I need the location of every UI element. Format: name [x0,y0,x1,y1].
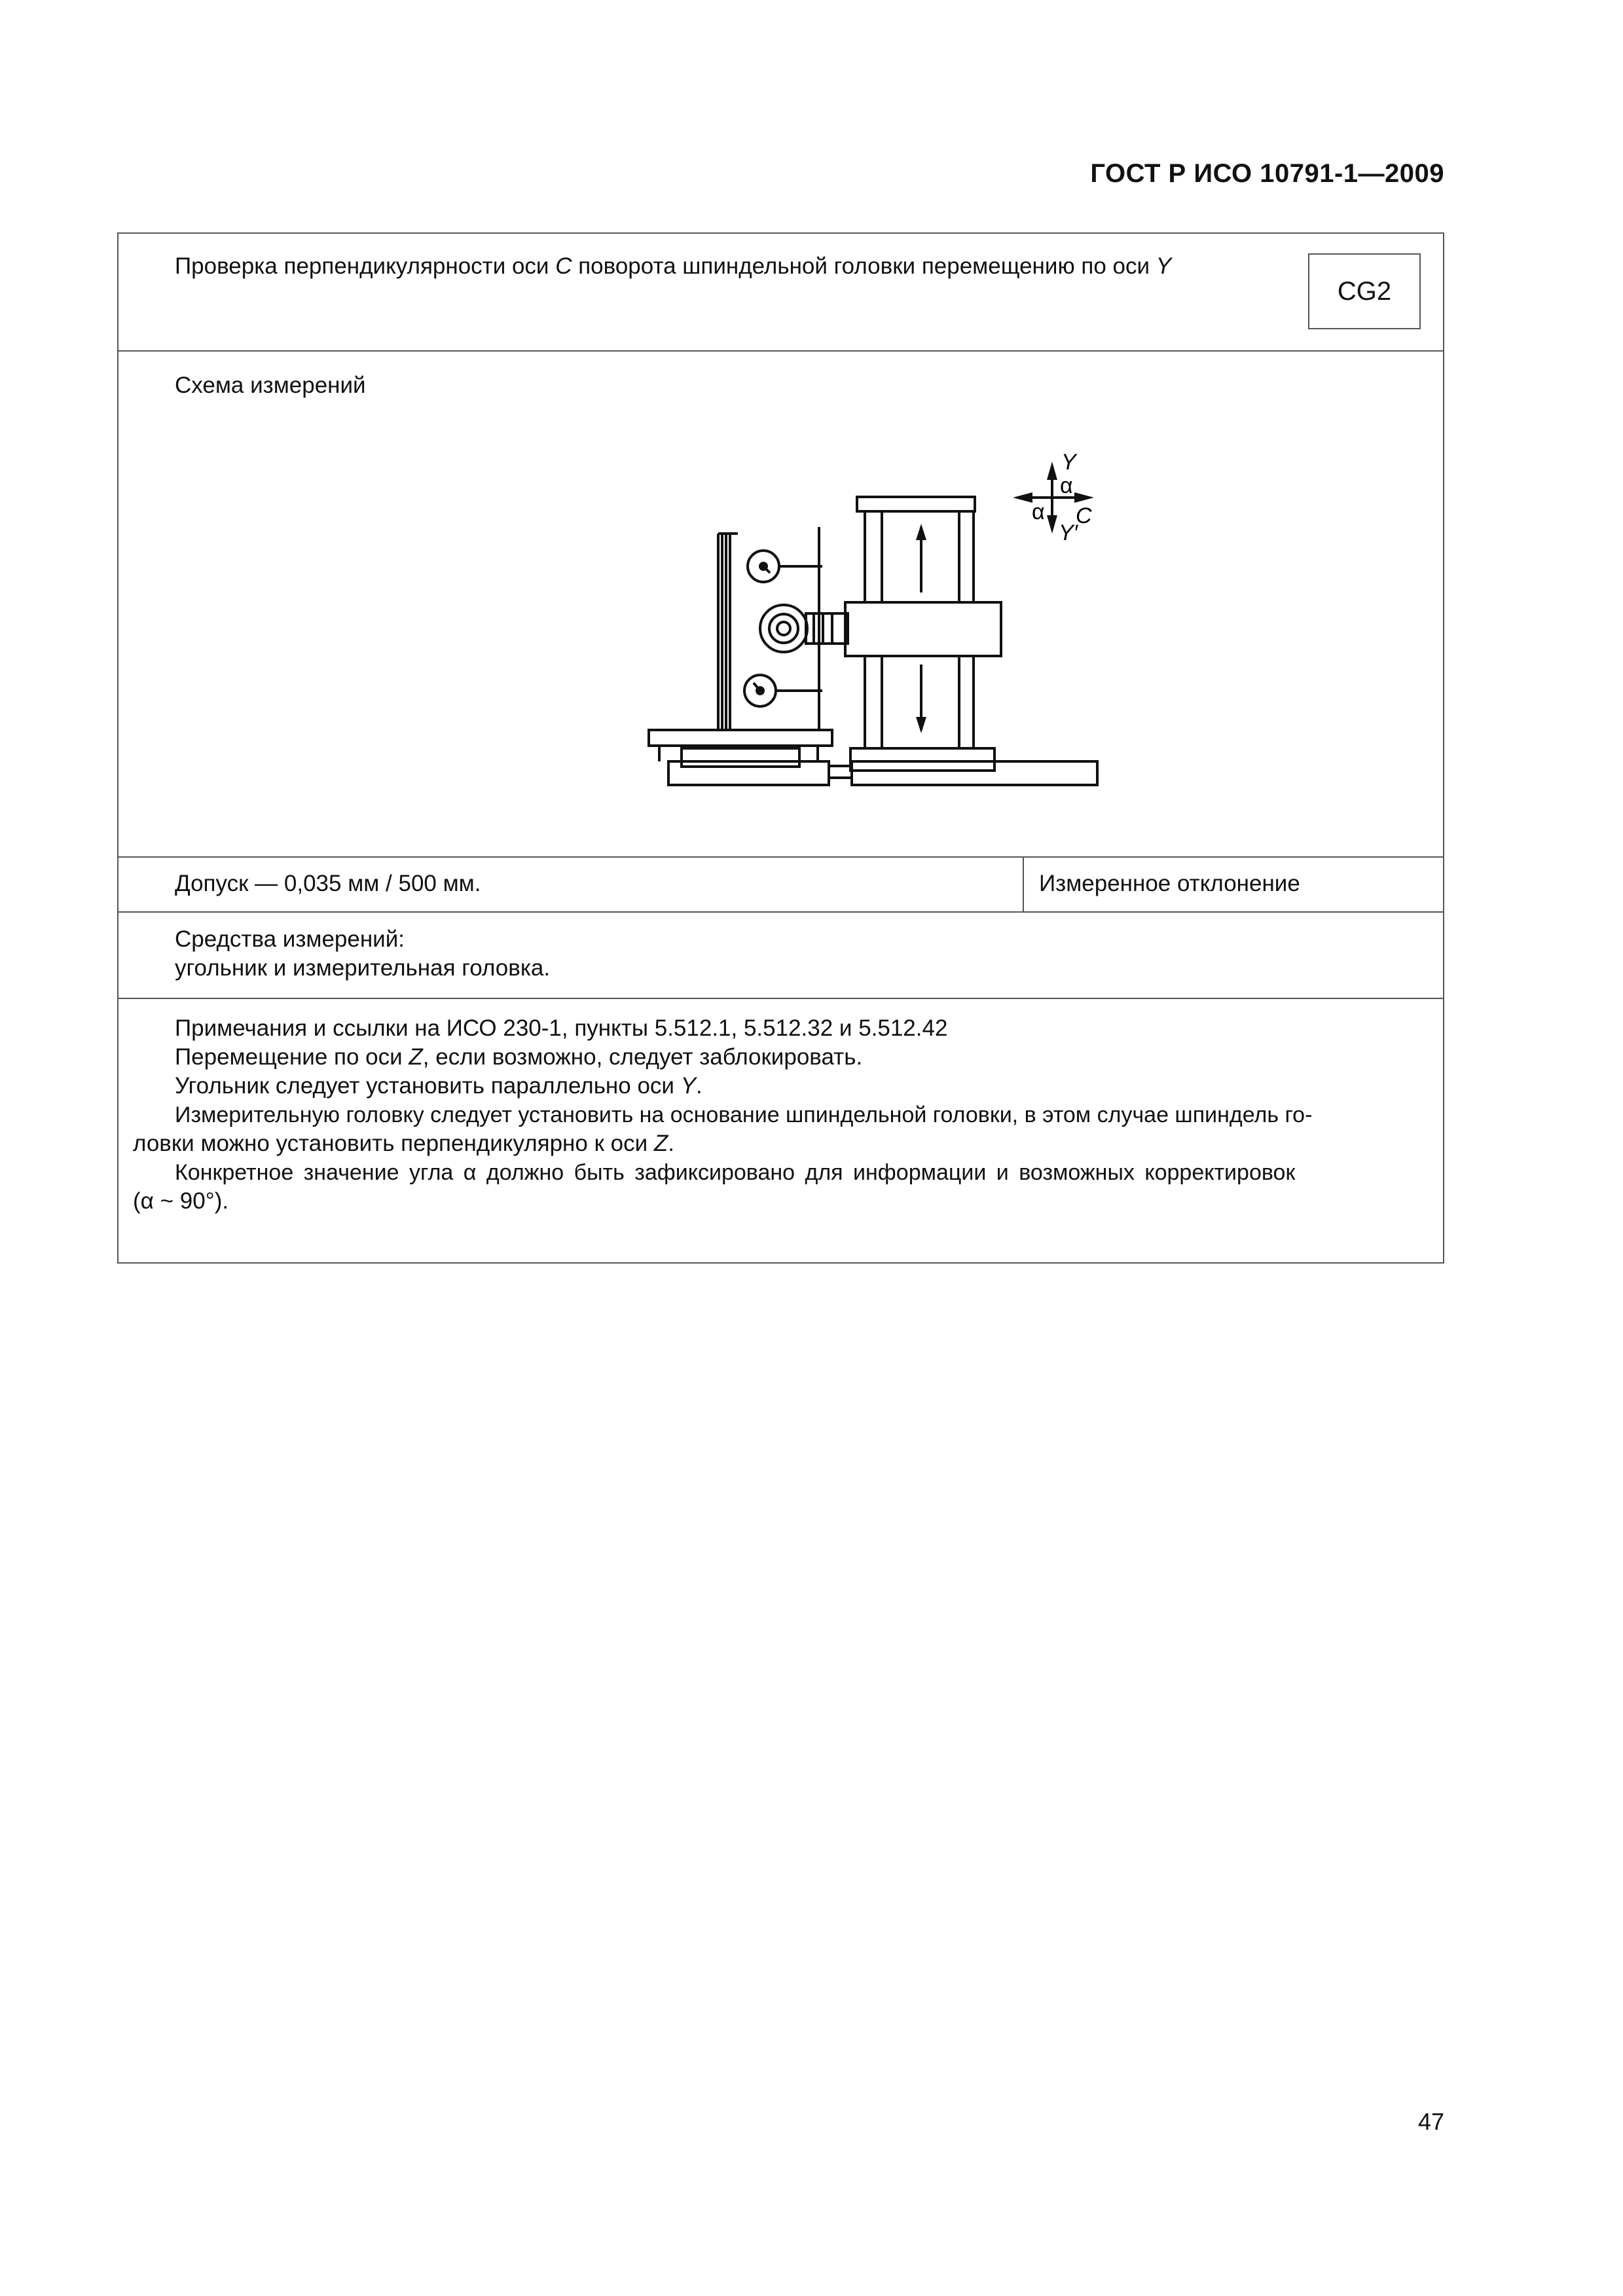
table-top [649,730,832,746]
spindle-sleeve [806,613,848,644]
note-z-lock: Перемещение по оси Z, если возможно, следует заблокировать. [175,1044,863,1070]
column-base [850,748,994,771]
tolerance-text: Допуск — 0,035 мм / 500 мм. [175,871,481,896]
column-top [857,497,975,511]
arrowhead-down [916,717,926,733]
divider-scheme [119,856,1443,858]
spindle-nose-icon [760,605,807,652]
note-angle-alpha-cont: (α ~ 90°). [133,1188,229,1214]
bed-joint [829,766,852,778]
axis-label-alpha-top: α [1060,473,1073,498]
column-guides-lower [865,656,974,748]
square-icon [718,534,738,730]
axis-c-arrow-icon [1074,492,1094,503]
axis-label-y: Y [1061,450,1076,475]
dial-center-upper [760,563,767,570]
note-indicator-mount-cont: ловки можно установить перпендикулярно к оси Z. [133,1131,674,1156]
document-code: ГОСТ Р ИСО 10791-1—2009 [1090,159,1444,188]
dial-center-lower [757,687,763,694]
divider-tolerance [119,911,1443,913]
spindle-head [845,602,1001,656]
check-title: Проверка перпендикулярности оси C поворота шпиндельной головки перемещению по оси Y [175,253,1172,279]
page-number: 47 [1417,2108,1444,2135]
arrowhead-up [916,524,926,540]
measurement-diagram [511,442,1101,835]
divider-title [119,350,1443,352]
axis-label-y-prime: Y′ [1059,520,1078,545]
note-angle-alpha: Конкретное значение угла α должно быть зафиксировано для информации и возможных корректировок [175,1160,1296,1185]
instruments-heading: Средства измерений: [175,926,405,952]
divider-instruments [119,998,1443,999]
check-sheet [117,232,1444,1264]
check-code-box: CG2 [1308,253,1421,329]
axis-y-prime-arrow-icon [1047,515,1057,534]
base-bed-right [852,761,1097,785]
base-bed-left [668,761,829,785]
note-square-parallel: Угольник следует установить параллельно оси Y. [175,1073,702,1099]
column-guides-upper [865,511,974,602]
measured-deviation-label: Измеренное отклонение [1039,871,1300,896]
notes-references: Примечания и ссылки на ИСО 230-1, пункты 5.512.1, 5.512.32 и 5.512.42 [175,1015,948,1041]
instruments-text: угольник и измерительная головка. [175,955,551,981]
note-indicator-mount: Измерительную головку следует установить на основание шпиндельной головки, в этом случае шпиндель го- [175,1102,1313,1127]
table-slide [682,748,799,767]
axis-y-arrow-icon [1047,462,1057,480]
axis-label-alpha-left: α [1032,500,1045,524]
axis-left-arrow-icon [1013,492,1032,503]
scheme-label: Схема измерений [175,373,366,398]
divider-measured [1023,856,1024,911]
axis-label-c: C [1076,503,1092,528]
